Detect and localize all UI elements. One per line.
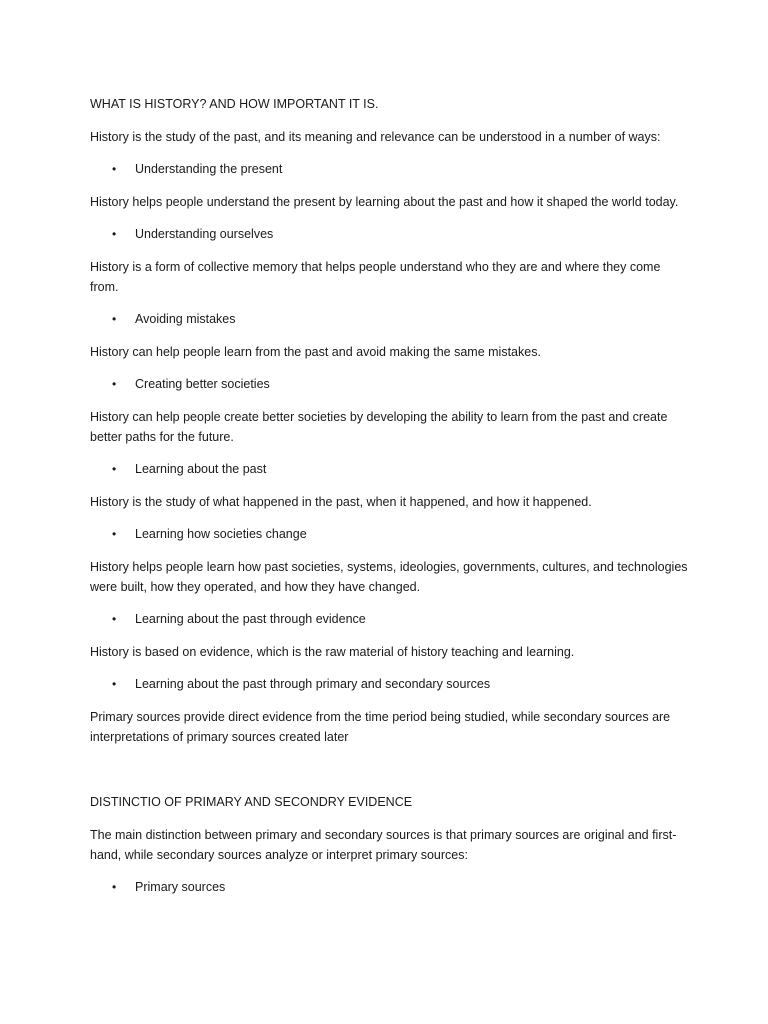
bullet-label: Learning about the past through primary and secondary sources [135,677,491,691]
bullet-icon: • [112,527,117,541]
bullet-item [90,309,690,329]
bullet-icon: • [112,880,117,894]
bullet-item [90,459,690,479]
bullet-item [90,674,690,694]
bullet-icon: • [112,312,117,326]
bullet-item [90,374,690,394]
bullet-icon: • [112,377,117,391]
bullet-item [90,609,690,629]
bullet-label: Understanding the present [135,162,283,176]
bullet-icon: • [112,462,117,476]
document-body [90,94,690,910]
paragraph: History is the study of what happened in the past, when it happened, and how it happened. [90,495,592,509]
bullet-icon: • [112,227,117,241]
bullet-label: Understanding ourselves [135,227,274,241]
bullet-label: Creating better societies [135,377,270,391]
distinction-paragraph: The main distinction between primary and secondary sources is that primary sources are original and first-hand, while secondary sources analyze or interpret primary sources: [90,828,677,862]
paragraph: History can help people learn from the past and avoid making the same mistakes. [90,345,541,359]
paragraph: History is based on evidence, which is the raw material of history teaching and learning. [90,645,575,659]
paragraph: History helps people understand the present by learning about the past and how it shaped the world today. [90,195,679,209]
section-heading-distinction: DISTINCTIO OF PRIMARY AND SECONDRY EVIDENCE [90,795,413,809]
paragraph: History is a form of collective memory that helps people understand who they are and where they come from. [90,260,661,294]
bullet-item [90,159,690,179]
bullet-label: Avoiding mistakes [135,312,236,326]
bullet-label: Learning about the past [135,462,267,476]
bullet-item [90,524,690,544]
intro-paragraph: History is the study of the past, and its meaning and relevance can be understood in a number of ways: [90,130,661,144]
section-heading-history: WHAT IS HISTORY? AND HOW IMPORTANT IT IS. [90,97,379,111]
bullet-list [90,159,690,747]
paragraph: History can help people create better societies by developing the ability to learn from the past and create better paths for the future. [90,410,668,444]
bullet-icon: • [112,162,117,176]
paragraph: History helps people learn how past societies, systems, ideologies, governments, cultures, and technologies were built, how they operated, and how they have changed. [90,560,688,594]
spacer [90,759,690,792]
bullet-label: Learning about the past through evidence [135,612,366,626]
bullet-icon: • [112,677,117,691]
bullet-label: Primary sources [135,880,226,894]
bullet-item [90,224,690,244]
bullet-label: Learning how societies change [135,527,307,541]
bullet-icon: • [112,612,117,626]
bullet-item [90,877,690,897]
paragraph: Primary sources provide direct evidence from the time period being studied, while secondary sources are interpretations of primary sources created later [90,710,671,744]
